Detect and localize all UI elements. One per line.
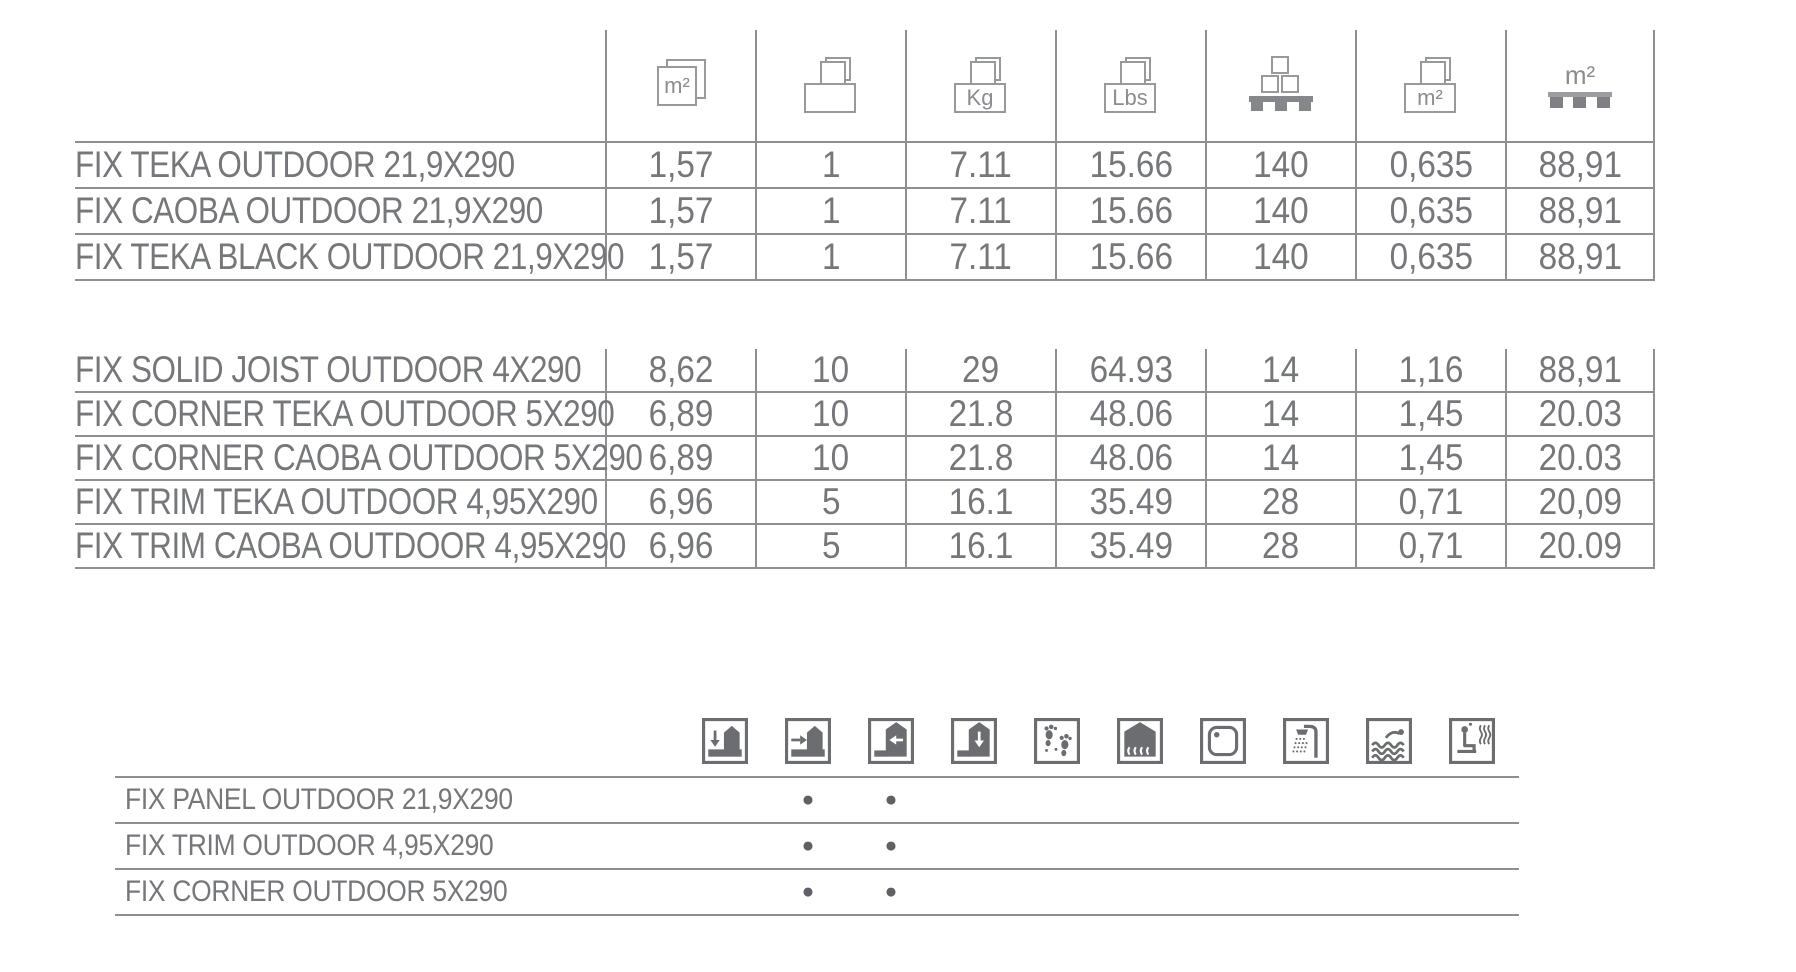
value-cell: 140: [1205, 143, 1355, 189]
value-cell: 0,635: [1355, 143, 1505, 189]
value-cell: 0,635: [1355, 235, 1505, 281]
application-mark: ●: [801, 880, 815, 903]
shower-icon: [1283, 718, 1329, 764]
value-cell: 5: [755, 481, 905, 525]
value-cell: 1,57: [605, 235, 755, 281]
value-cell: 14: [1205, 349, 1355, 393]
value-cell: 88,91: [1505, 189, 1655, 235]
value-cell: 7.11: [905, 235, 1055, 281]
outdoor-floor-icon: [702, 718, 748, 764]
icon-label: m²: [1564, 59, 1596, 90]
value-cell: 140: [1205, 189, 1355, 235]
value-cell: 35.49: [1055, 525, 1205, 569]
value-cell: 20.03: [1505, 437, 1655, 481]
value-cell: 29: [905, 349, 1055, 393]
accessories-table: [75, 349, 1655, 569]
value-cell: 48.06: [1055, 437, 1205, 481]
application-mark: ●: [801, 834, 815, 857]
boxes-per-pallet-icon: [1249, 56, 1313, 116]
icon-label: Lbs: [1112, 84, 1148, 110]
value-cell: 14: [1205, 393, 1355, 437]
value-cell: 20.03: [1505, 393, 1655, 437]
value-cell: 15.66: [1055, 235, 1205, 281]
product-name: FIX SOLID JOIST OUTDOOR 4X290: [75, 349, 605, 393]
product-name: FIX TRIM TEKA OUTDOOR 4,95X290: [75, 481, 605, 525]
sqm-per-pallet-icon: [1548, 60, 1612, 112]
value-cell: 6,89: [605, 393, 755, 437]
value-cell: 140: [1205, 235, 1355, 281]
value-cell: 6,89: [605, 437, 755, 481]
value-cell: 1,16: [1355, 349, 1505, 393]
value-cell: 1,45: [1355, 393, 1505, 437]
value-cell: 6,96: [605, 481, 755, 525]
application-row: [115, 778, 1519, 824]
value-cell: 88,91: [1505, 143, 1655, 189]
application-mark: ●: [884, 834, 898, 857]
value-cell: 1,57: [605, 189, 755, 235]
icon-label: m²: [664, 72, 690, 98]
value-cell: 16.1: [905, 481, 1055, 525]
value-cell: 15.66: [1055, 143, 1205, 189]
product-name: FIX TEKA BLACK OUTDOOR 21,9X290: [75, 235, 605, 281]
value-cell: 0,635: [1355, 189, 1505, 235]
indoor-floor-icon: [951, 718, 997, 764]
packaging-table: [75, 30, 1655, 281]
value-cell: 14: [1205, 437, 1355, 481]
value-cell: 21.8: [905, 393, 1055, 437]
value-cell: 28: [1205, 525, 1355, 569]
value-cell: 28: [1205, 481, 1355, 525]
product-name: FIX TRIM CAOBA OUTDOOR 4,95X290: [75, 525, 605, 569]
application-mark: ●: [884, 880, 898, 903]
value-cell: 35.49: [1055, 481, 1205, 525]
shower-tray-icon: [1200, 718, 1246, 764]
value-cell: 5: [755, 525, 905, 569]
product-name: FIX CORNER TEKA OUTDOOR 5X290: [75, 393, 605, 437]
value-cell: 48.06: [1055, 393, 1205, 437]
outdoor-wall-icon: [785, 718, 831, 764]
application-icon-row: [115, 706, 1519, 778]
product-name: FIX CAOBA OUTDOOR 21,9X290: [75, 189, 605, 235]
kg-per-box-icon: [950, 57, 1012, 115]
application-table: [115, 706, 1519, 916]
value-cell: 6,96: [605, 525, 755, 569]
value-cell: 1,57: [605, 143, 755, 189]
value-cell: 88,91: [1505, 349, 1655, 393]
value-cell: 0,71: [1355, 525, 1505, 569]
value-cell: 88,91: [1505, 235, 1655, 281]
product-name: FIX PANEL OUTDOOR 21,9X290: [125, 783, 513, 816]
product-name: FIX TRIM OUTDOOR 4,95X290: [125, 829, 494, 862]
application-row: [115, 824, 1519, 870]
value-cell: 10: [755, 349, 905, 393]
value-cell: 1: [755, 143, 905, 189]
value-cell: 20,09: [1505, 481, 1655, 525]
value-cell: 0,71: [1355, 481, 1505, 525]
pool-icon: [1366, 718, 1412, 764]
application-mark: ●: [801, 788, 815, 811]
icon-label: m²: [1417, 84, 1443, 110]
floor-heating-icon: [1117, 718, 1163, 764]
sqm-sheets-icon: [653, 59, 709, 113]
value-cell: 10: [755, 393, 905, 437]
application-row: [115, 870, 1519, 916]
indoor-wall-icon: [868, 718, 914, 764]
value-cell: 8,62: [605, 349, 755, 393]
value-cell: 16.1: [905, 525, 1055, 569]
value-cell: 1,45: [1355, 437, 1505, 481]
foot-traffic-icon: [1034, 718, 1080, 764]
product-name: FIX CORNER OUTDOOR 5X290: [125, 875, 508, 908]
pieces-per-box-icon: [800, 57, 862, 115]
sauna-icon: [1449, 718, 1495, 764]
value-cell: 7.11: [905, 143, 1055, 189]
icon-label: Kg: [966, 84, 994, 110]
value-cell: 1: [755, 235, 905, 281]
lbs-per-box-icon: [1100, 57, 1162, 115]
value-cell: 20.09: [1505, 525, 1655, 569]
value-cell: 10: [755, 437, 905, 481]
value-cell: 64.93: [1055, 349, 1205, 393]
value-cell: 21.8: [905, 437, 1055, 481]
value-cell: 1: [755, 189, 905, 235]
header-empty-cell: [75, 30, 605, 143]
product-name: FIX TEKA OUTDOOR 21,9X290: [75, 143, 605, 189]
value-cell: 15.66: [1055, 189, 1205, 235]
value-cell: 7.11: [905, 189, 1055, 235]
product-name: FIX CORNER CAOBA OUTDOOR 5X290: [75, 437, 605, 481]
application-mark: ●: [884, 788, 898, 811]
sqm-per-box-icon: [1400, 57, 1462, 115]
